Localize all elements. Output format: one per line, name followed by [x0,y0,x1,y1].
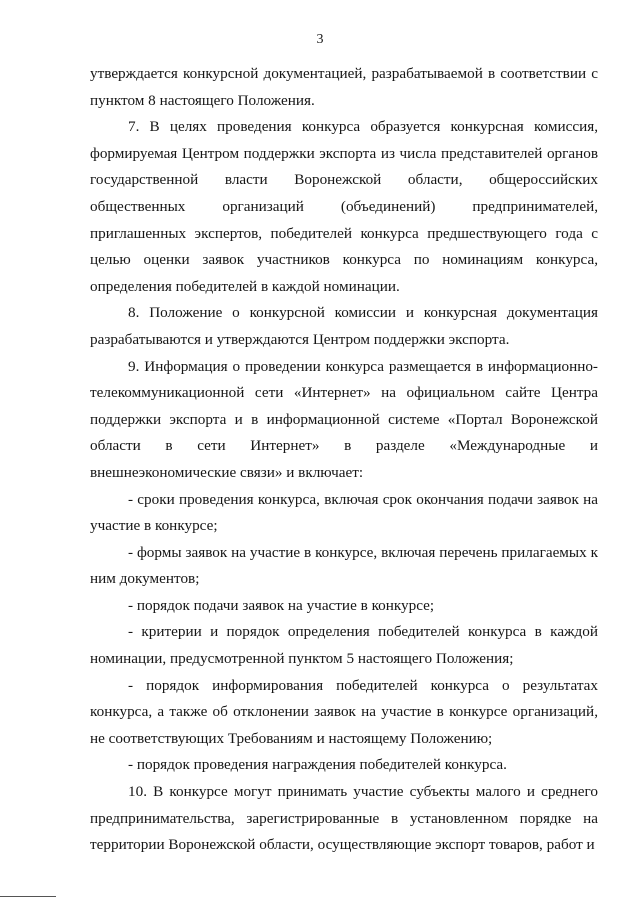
paragraph-7-commission: 7. В целях проведения конкурса образуется конкурсная комиссия, формируемая Центром поддержки экспорта из числа представителей органов государственной власти Воронежской области, общероссийских общественных организаций (объединений) предпринимателей, приглашенных экспертов, победителей конкурса предшествующего года с целью оценки заявок участников конкурса по номинациям конкурса, определения победителей в каждой номинации. [90,118,598,295]
paragraph-9-information: 9. Информация о проведении конкурса размещается в информационно-телекоммуникационной сети «Интернет» на официальном сайте Центра поддержки экспорта и в информационной системе «Портал Воронежской области в сети Интернет» в разделе «Международные и внешнеэкономические связи» и включает: [90,357,598,481]
list-item: - сроки проведения конкурса, включая срок окончания подачи заявок на участие в конкурсе; [90,490,598,535]
list-item: - порядок подачи заявок на участие в конкурсе; [128,596,435,614]
footer-rule [0,896,56,897]
information-list [90,487,598,780]
list-item: - формы заявок на участие в конкурсе, включая перечень прилагаемых к ним документов; [90,543,598,588]
list-item: - порядок проведения награждения победителей конкурса. [128,756,507,774]
paragraph-8-regulation: 8. Положение о конкурсной комиссии и конкурсная документация разрабатываются и утверждаются Центром поддержки экспорта. [90,304,598,348]
page-number: 3 [316,32,324,47]
list-item: - критерии и порядок определения победителей конкурса в каждой номинации, предусмотренной пунктом 5 настоящего Положения; [90,623,598,668]
paragraph-10-participants: 10. В конкурсе могут принимать участие субъекты малого и среднего предпринимательства, зарегистрированные в установленном порядке на территории Воронежской области, осуществляющие экспорт товаров, работ и [90,783,598,854]
document-body [90,61,598,859]
list-item: - порядок информирования победителей конкурса о результатах конкурса, а также об отклонении заявок на участие в конкурсе организаций, не соответствующих Требованиям и настоящему Положению; [90,676,598,747]
paragraph-continuation: утверждается конкурсной документацией, разрабатываемой в соответствии с пунктом 8 настоящего Положения. [90,65,598,109]
